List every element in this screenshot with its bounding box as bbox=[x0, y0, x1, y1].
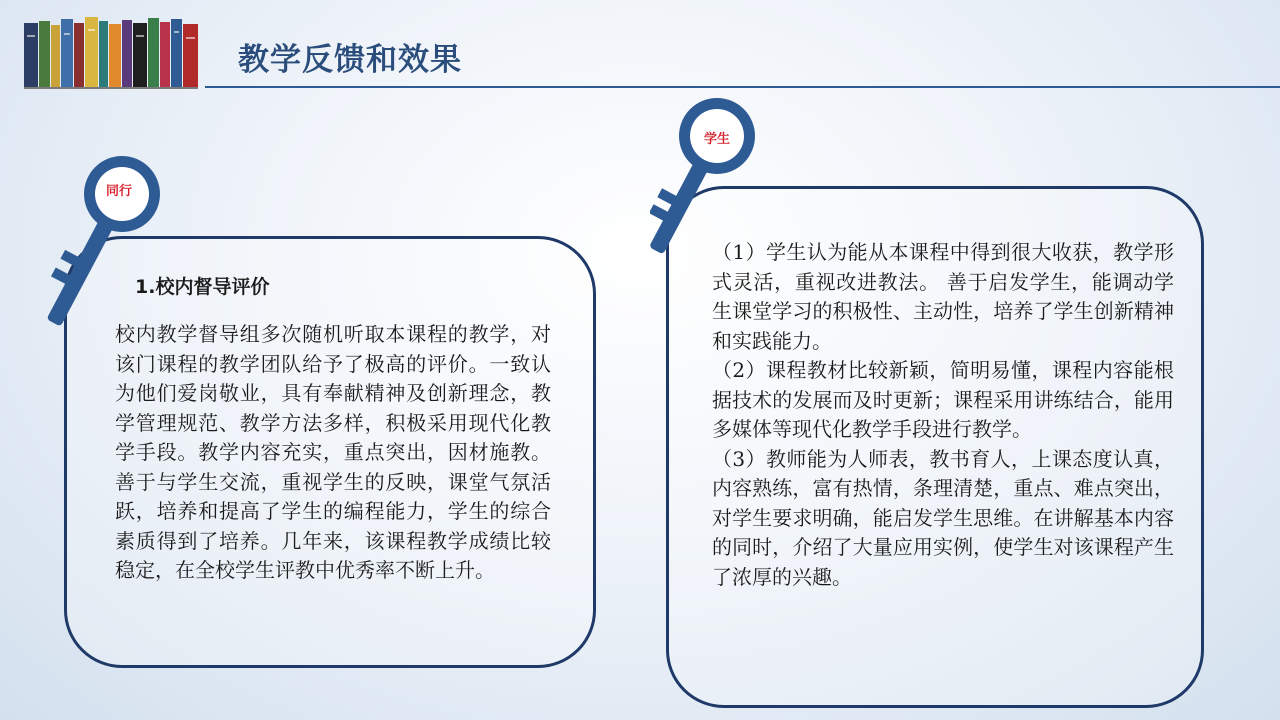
page-title: 教学反馈和效果 bbox=[238, 42, 462, 78]
feedback-paragraph-2: （2）课程教材比较新颖，简明易懂，课程内容能根据技术的发展而及时更新；课程采用讲练结合，能用多媒体等现代化教学手段进行教学。 bbox=[712, 358, 1174, 441]
feedback-paragraph-3: （3）教师能为人师表，教书育人，上课态度认真，内容熟练，富有热情，条理清楚，重点、难点突出，对学生要求明确，能启发学生思维。在讲解基本内容的同时，介绍了大量应用实例，使学生对该课程产生了浓厚的兴趣。 bbox=[712, 446, 1174, 589]
student-tag-label: 学生 bbox=[704, 132, 731, 147]
peer-review-text: 校内教学督导组多次随机听取本课程的教学，对该门课程的教学团队给予了极高的评价。一致认为他们爱岗敬业，具有奉献精神及创新理念，教学管理规范、教学方法多样，积极采用现代化教学手段。教学内容充实，重点突出，因材施教。善于与学生交流，重视学生的反映，课堂气氛活跃，培养和提高了学生的编程能力，学生的综合素质得到了培养。几年来，该课程教学成绩比较稳定，在全校学生评教中优秀率不断上升。 bbox=[115, 322, 551, 582]
key-icon bbox=[40, 150, 170, 340]
title-underline bbox=[205, 86, 1280, 88]
feedback-paragraph-1: （1）学生认为能从本课程中得到很大收获，教学形式灵活，重视改进教法。 善于启发学生，能调动学生课堂学习的积极性、主动性，培养了学生创新精神和实践能力。 bbox=[712, 240, 1174, 353]
peer-tag-label: 同行 bbox=[106, 184, 133, 199]
student-feedback-text bbox=[712, 238, 1174, 592]
books-logo-icon bbox=[24, 15, 198, 89]
section-heading: 1.校内督导评价 bbox=[135, 276, 270, 298]
